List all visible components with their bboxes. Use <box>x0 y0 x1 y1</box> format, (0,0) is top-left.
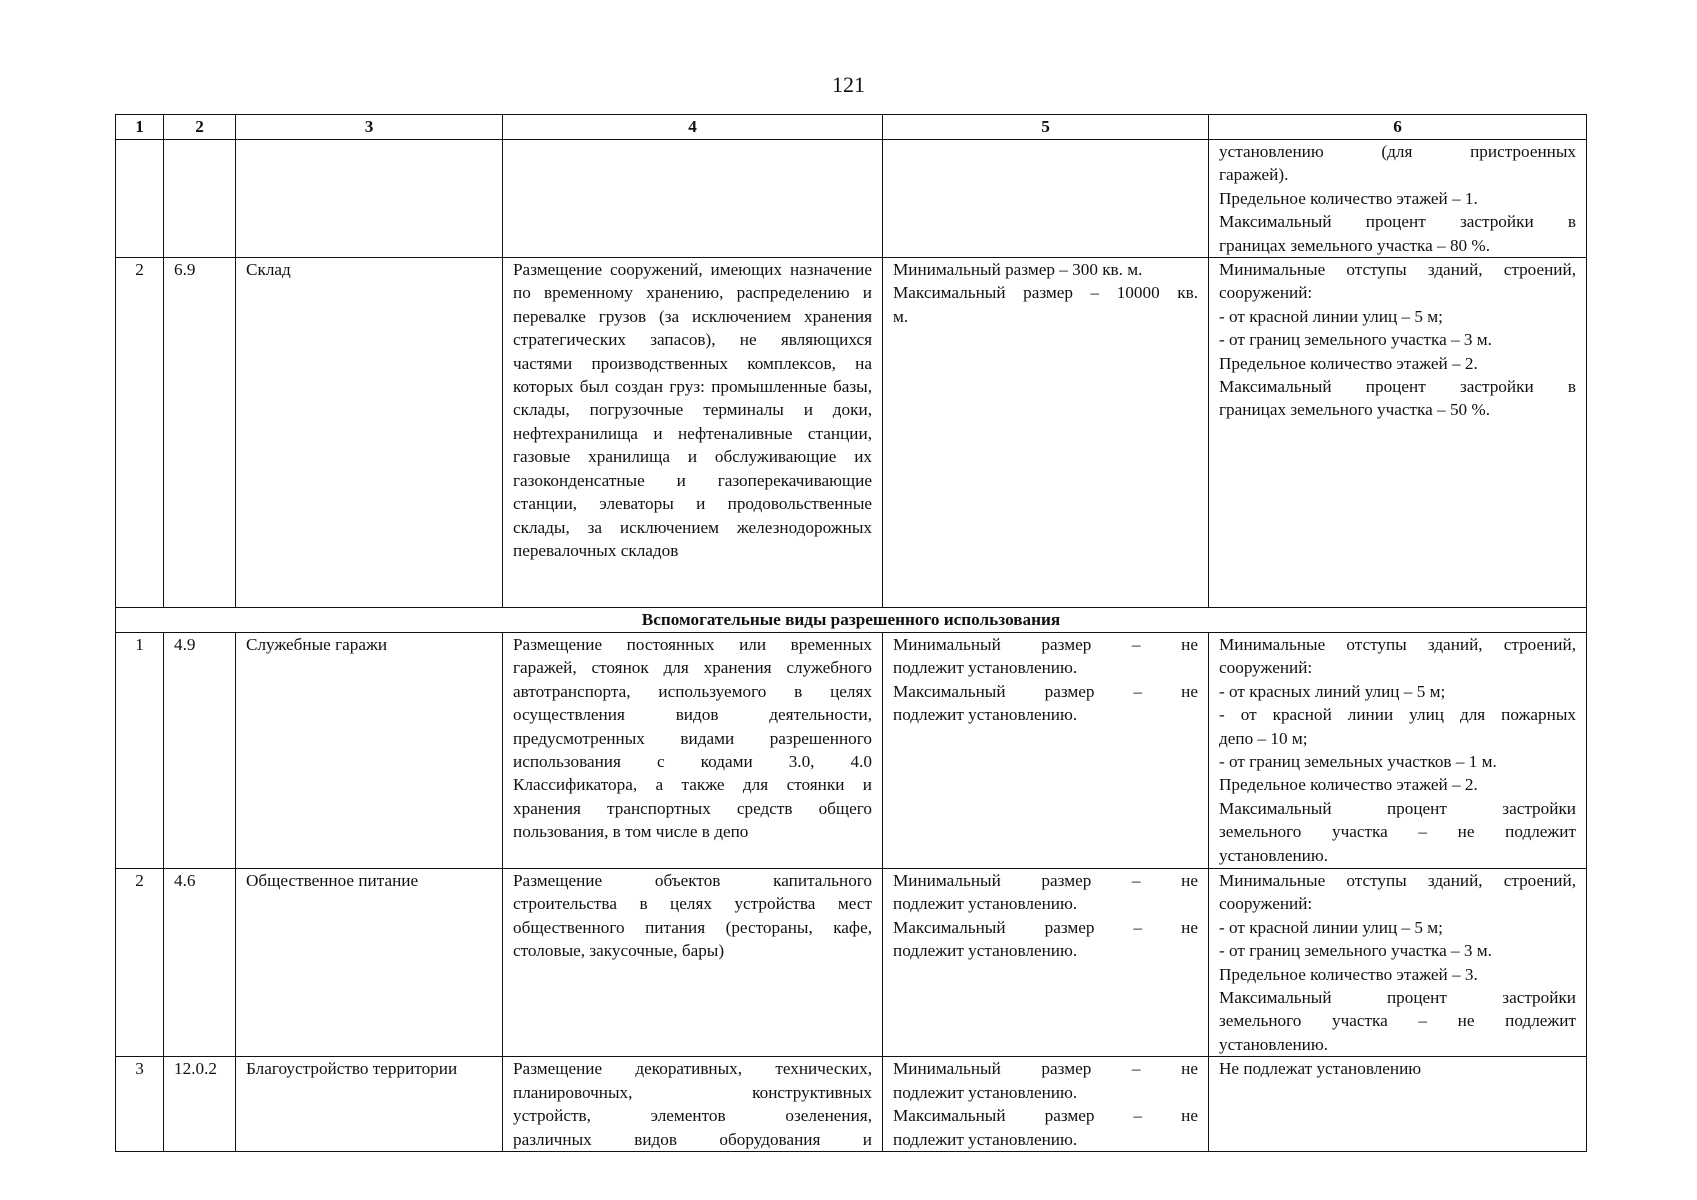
cell-line: земельного участка – не подлежит <box>1219 822 1576 842</box>
cell-line: планировочных, конструктивных <box>513 1082 872 1102</box>
params-cell <box>1209 258 1587 608</box>
cell-line: сооружений: <box>1219 283 1313 303</box>
cell-line: земельного участка – не подлежит <box>1219 1011 1576 1031</box>
cell-line: Предельное количество этажей – 3. <box>1219 964 1478 984</box>
cell-line: различных видов оборудования и <box>513 1129 872 1149</box>
cell-line: гаражей). <box>1219 165 1289 185</box>
cell-line: подлежит установлению. <box>893 705 1078 725</box>
cell-line: Максимальный процент застройки <box>1219 798 1576 818</box>
cell-line: Максимальный процент застройки в <box>1219 212 1576 232</box>
cell-line: сооружений: <box>1219 658 1313 678</box>
size-cell <box>883 633 1209 869</box>
cell-line: подлежит установлению. <box>893 658 1078 678</box>
row-description: Размещение постоянных или временных гаражей, стоянок для хранения служебного автотранспорта, используемого в целях осуществления видов деятельности, предусмотренных видами разрешенного использования с кодами 3.0, 4.0 Классификатора, а также для стоянки и хранения транспортных средств общего пользования, в том числе в депо <box>503 633 883 869</box>
cell-line: подлежит установлению. <box>893 1129 1078 1149</box>
cell-line: Минимальный размер – не <box>893 635 1198 655</box>
cell-line: Максимальный процент застройки в <box>1219 377 1576 397</box>
header-row <box>116 115 1587 140</box>
cell-line: Максимальный размер – не <box>893 681 1198 701</box>
table-row <box>116 1057 1587 1152</box>
table-row <box>116 869 1587 1057</box>
cell-line: депо – 10 м; <box>1219 728 1308 748</box>
header-cell: 3 <box>236 115 503 140</box>
cell-line: границах земельного участка – 80 %. <box>1219 235 1491 255</box>
row-code: 4.9 <box>164 633 236 869</box>
row-name: Благоустройство территории <box>236 1057 503 1152</box>
section-row <box>116 608 1587 633</box>
table-row <box>116 258 1587 608</box>
table-row-continuation <box>116 140 1587 258</box>
header-cell: 5 <box>883 115 1209 140</box>
cell-line: - от границ земельного участка – 3 м. <box>1219 330 1492 350</box>
size-cell <box>883 869 1209 1057</box>
params-cell <box>1209 633 1587 869</box>
cell-line: - от красных линий улиц – 5 м; <box>1219 681 1446 701</box>
cell-line: Максимальный размер – 10000 кв. <box>893 283 1198 303</box>
header-cell: 6 <box>1209 115 1587 140</box>
row-number: 2 <box>116 869 164 1057</box>
cell-line: устройств, элементов озеленения, <box>513 1106 872 1126</box>
cell-line: границах земельного участка – 50 %. <box>1219 400 1491 420</box>
cell-line: Предельное количество этажей – 2. <box>1219 353 1478 373</box>
cell-line: Максимальный размер – не <box>893 1106 1198 1126</box>
row-number: 1 <box>116 633 164 869</box>
cell-line: подлежит установлению. <box>893 894 1078 914</box>
row-name: Склад <box>236 258 503 608</box>
row-description: Размещение сооружений, имеющих назначение по временному хранению, распределению и перевалке грузов (за исключением хранения стратегических запасов), не являющихся частями производственных комплексов, на которых был создан груз: промышленные базы, склады, погрузочные терминалы и доки, нефтехранилища и нефтеналивные станции, газовые хранилища и обслуживающие их газоконденсатные и газоперекачивающие станции, элеваторы и продовольственные склады, за исключением железнодорожных перевалочных складов <box>503 258 883 608</box>
row-code: 6.9 <box>164 258 236 608</box>
row-number: 2 <box>116 258 164 608</box>
cell-line: подлежит установлению. <box>893 941 1078 961</box>
table-row <box>116 633 1587 869</box>
row-code: 12.0.2 <box>164 1057 236 1152</box>
size-cell <box>883 1057 1209 1152</box>
row-number: 3 <box>116 1057 164 1152</box>
header-cell: 4 <box>503 115 883 140</box>
cell-line: Максимальный размер – не <box>893 917 1198 937</box>
cell-line: - от красной линии улиц – 5 м; <box>1219 306 1443 326</box>
row-description: Размещение объектов капитального строительства в целях устройства мест общественного питания (рестораны, кафе, столовые, закусочные, бары) <box>503 869 883 1057</box>
row-name: Служебные гаражи <box>236 633 503 869</box>
cell-line: Максимальный процент застройки <box>1219 988 1576 1008</box>
cell-line: Минимальные отступы зданий, строений, <box>1219 635 1576 655</box>
header-cell: 1 <box>116 115 164 140</box>
size-cell <box>883 258 1209 608</box>
cell-line: Минимальный размер – 300 кв. м. <box>893 260 1143 280</box>
cell-line: м. <box>893 306 909 326</box>
cell-line: Предельное количество этажей – 2. <box>1219 775 1478 795</box>
cell-line: сооружений: <box>1219 894 1313 914</box>
cell-line: Минимальные отступы зданий, строений, <box>1219 871 1576 891</box>
params-cell <box>1209 140 1587 258</box>
cell-line: подлежит установлению. <box>893 1082 1078 1102</box>
cell-line: установлению. <box>1219 845 1328 865</box>
cell-line: - от границ земельного участка – 3 м. <box>1219 941 1492 961</box>
page-number: 121 <box>832 72 865 97</box>
cell-line: - от красной линии улиц – 5 м; <box>1219 917 1443 937</box>
cell-line: - от границ земельных участков – 1 м. <box>1219 752 1497 772</box>
cell-line: установлению. <box>1219 1034 1328 1054</box>
params-cell <box>1209 869 1587 1057</box>
row-name: Общественное питание <box>236 869 503 1057</box>
section-title: Вспомогательные виды разрешенного использования <box>116 608 1587 633</box>
cell-line: Минимальные отступы зданий, строений, <box>1219 260 1576 280</box>
header-cell: 2 <box>164 115 236 140</box>
cell-line: - от красной линии улиц для пожарных <box>1219 705 1576 725</box>
row-description <box>503 1057 883 1152</box>
zoning-table <box>115 114 1587 1152</box>
cell-line: Размещение декоративных, технических, <box>513 1059 872 1079</box>
row-code: 4.6 <box>164 869 236 1057</box>
cell-line: Минимальный размер – не <box>893 1059 1198 1079</box>
cell-line: Предельное количество этажей – 1. <box>1219 188 1478 208</box>
params-cell: Не подлежат установлению <box>1209 1057 1587 1152</box>
cell-line: Минимальный размер – не <box>893 871 1198 891</box>
cell-line: установлению (для пристроенных <box>1219 142 1576 161</box>
